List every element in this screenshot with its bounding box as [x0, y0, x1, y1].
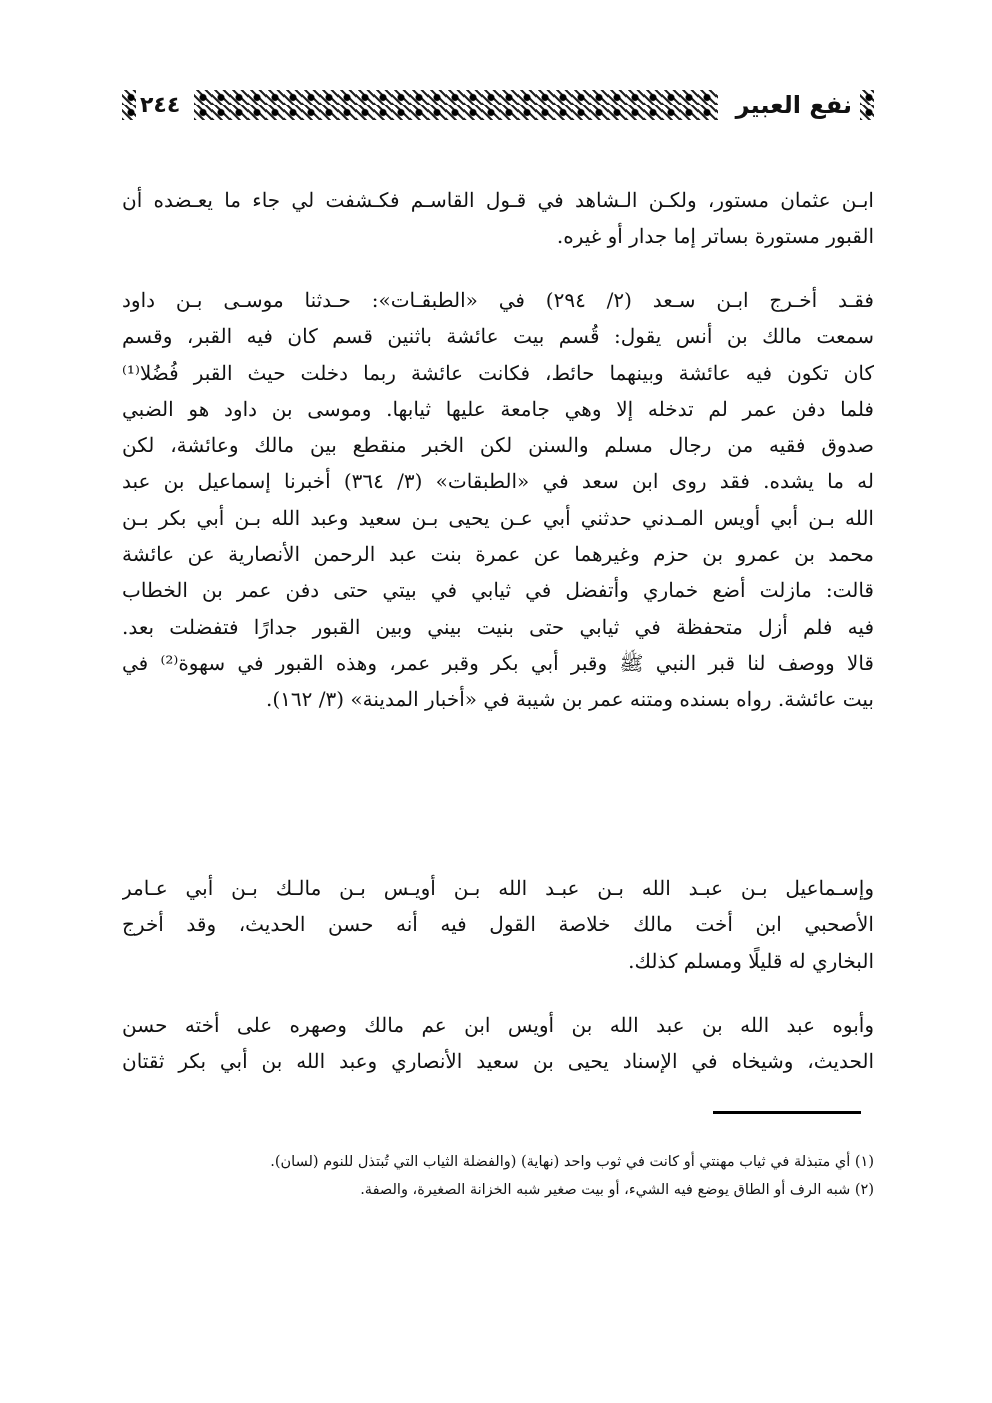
text-line: الأصحبي ابن أخت مالك خلاصة القول فيه أنه حسن الحديث، وقد أخرج [122, 912, 874, 937]
text-line: وإسـماعيل بـن عبـد الله بـن عبـد الله بـن أويـس بـن مالـك بـن أبي عـامر [122, 876, 874, 900]
footnotes [122, 1148, 874, 1204]
text-line: سمعت مالك بن أنس يقول: قُسم بيت عائشة باثنين قسم كان فيه القبر، وقسم [122, 324, 874, 349]
paragraph-4 [122, 1007, 874, 1080]
text-line: القبور مستورة بساتر إما جدار أو غيره. [556, 224, 874, 249]
text-line: قالا ووصف لنا قبر النبي ﷺ وقبر أبي بكر وقبر عمر، وهذه القبور في سهوة⁽²⁾ في [122, 650, 874, 675]
ornament-icon [122, 90, 136, 120]
paragraph-2 [122, 282, 874, 718]
ornament-icon [860, 90, 874, 120]
text-line: فقـد أخـرج ابـن سـعد (٢/ ٢٩٤) في «الطبقـات»: حـدثنا موسـى بـن داود [122, 288, 874, 312]
text-line: فلما دفن عمر لم تدخله إلا وهي جامعة عليها ثيابها. وموسى بن داود هو الضبي [122, 396, 874, 421]
text-line: كان تكون فيه عائشة وبينهما حائط، فكانت عائشة ربما دخلت حيث القبر فُضُلا⁽¹⁾ [122, 360, 874, 385]
footnote-1: (١) أي متبذلة في ثياب مهنتي أو كانت في ثوب واحد (نهاية) (والفضلة الثياب التي تُبتذل للنوم (لسان). [270, 1154, 874, 1170]
page-header [122, 88, 874, 122]
ornament-band [194, 90, 717, 120]
footnote-2: (٢) شبه الرف أو الطاق يوضع فيه الشيء، أو بيت صغير شبه الخزانة الصغيرة، والصفة. [360, 1182, 874, 1198]
text-line: بيت عائشة. رواه بسنده ومتنه عمر بن شيبة في «أخبار المدينة» (٣/ ١٦٢). [265, 687, 874, 712]
text-line: محمد بن عمرو بن حزم وغيرهما عن عمرة بنت عبد الرحمن الأنصارية عن عائشة [122, 542, 874, 567]
book-title: نفع العبير [735, 91, 852, 119]
text-line: قالت: مازلت أضع خماري وأتفضل في ثيابي في بيتي حتى دفن عمر بن الخطاب [122, 578, 874, 603]
text-line: الحديث، وشيخاه في الإسناد يحيى بن سعيد الأنصاري وعبد الله بن أبي بكر ثقتان [122, 1049, 874, 1074]
text-line: ابـن عثمان مستور، ولكـن الـشاهد في قـول القاسـم فكـشفت لي جاء ما يعـضده أن [122, 188, 874, 212]
text-line: فيه فلم أزل متحفظة في ثيابي حتى بنيت بيني وبين القبور جدارًا فتفضلت بعد. [122, 614, 874, 639]
paragraph-1 [122, 182, 874, 255]
text-line: له ما يشده. فقد روى ابن سعد في «الطبقات» (٣/ ٣٦٤) أخبرنا إسماعيل بن عبد [122, 469, 874, 494]
text-line: صدوق فقيه من رجال مسلم والسنن لكن الخبر منقطع بين مالك وعائشة، لكن [122, 433, 874, 458]
footnote-separator [713, 1111, 861, 1114]
page-number: ٢٤٤ [140, 92, 181, 118]
text-line: وأبوه عبد الله بن عبد الله بن أويس ابن عم مالك وصهره على أخته حسن [122, 1013, 874, 1037]
paragraph-3 [122, 870, 874, 979]
text-line: البخاري له قليلًا ومسلم كذلك. [628, 948, 874, 973]
text-line: الله بـن أبي أويس المـدني حدثني أبي عـن يحيى بـن سعيد وعبد الله بـن أبي بكر بـن [122, 505, 874, 530]
